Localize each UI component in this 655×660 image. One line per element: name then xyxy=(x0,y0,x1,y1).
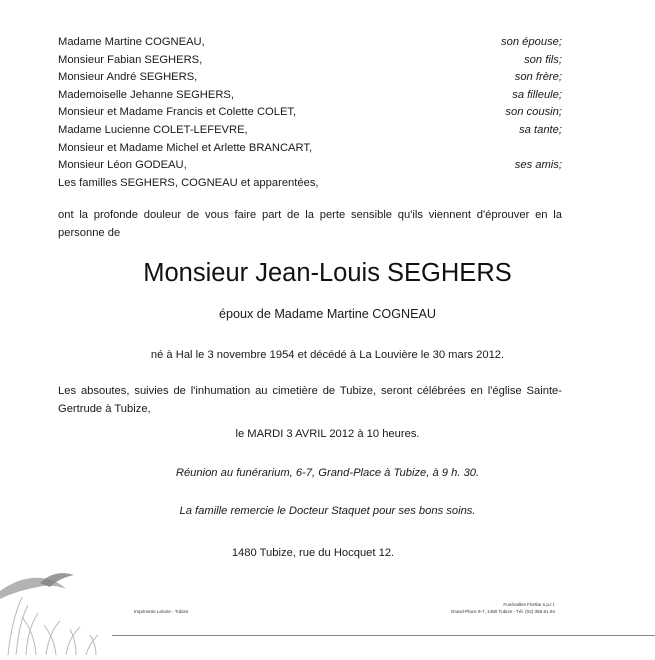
intro-text: ont la profonde douleur de vous faire part de la perte sensible qu'ils viennent d'éprouver en la personne de xyxy=(58,209,562,239)
spouse-line: époux de Madame Martine COGNEAU xyxy=(219,307,436,321)
family-row xyxy=(58,34,562,52)
thanks-text: La famille remercie le Docteur Staquet pour ses bons soins. xyxy=(179,505,476,517)
funeral-home-address: Grand-Place 6-7, 1480 Tubize - Tél. (02) 355.51.94 xyxy=(450,609,555,614)
family-member-name: Madame Lucienne COLET-LEFEVRE, xyxy=(58,123,248,136)
ceremony-text: Les absoutes, suivies de l'inhumation au cimetière de Tubize, seront célébrées en l'église Sainte-Gertrude à Tubize, xyxy=(58,385,562,415)
family-relation: son frère; xyxy=(514,71,562,84)
family-list xyxy=(58,34,562,192)
family-relation: sa filleule; xyxy=(512,88,562,101)
bottom-divider xyxy=(112,635,655,636)
family-row xyxy=(58,87,562,105)
family-relation: ses amis; xyxy=(514,159,562,172)
family-row xyxy=(58,175,562,193)
family-member-name: Monsieur et Madame Francis et Colette COLET, xyxy=(58,106,297,119)
family-row xyxy=(58,157,562,175)
family-member-name: Mademoiselle Jehanne SEGHERS, xyxy=(58,88,234,101)
family-relation: sa tante; xyxy=(519,123,562,136)
family-member-name: Monsieur Léon GODEAU, xyxy=(58,159,187,172)
family-row xyxy=(58,52,562,70)
funeral-home-credit xyxy=(451,601,555,615)
family-row xyxy=(58,69,562,87)
family-row xyxy=(58,140,562,158)
family-row xyxy=(58,122,562,140)
family-member-name: Monsieur et Madame Michel et Arlette BRANCART, xyxy=(58,141,313,154)
family-relation: son fils; xyxy=(524,53,562,66)
family-address: 1480 Tubize, rue du Hocquet 12. xyxy=(231,547,395,559)
family-member-name: Madame Martine COGNEAU, xyxy=(58,36,205,48)
ceremony-date-time: le MARDI 3 AVRIL 2012 à 10 heures. xyxy=(235,428,420,440)
birth-death-line: né à Hal le 3 novembre 1954 et décédé à La Louvière le 30 mars 2012. xyxy=(150,349,505,361)
funeral-home-name: Funérailles Flortbe s.p.r.l. xyxy=(503,602,555,607)
bird-grass-illustration xyxy=(0,555,150,655)
family-row xyxy=(58,104,562,122)
funerarium-text: Réunion au funérarium, 6-7, Grand-Place à Tubize, à 9 h. 30. xyxy=(175,467,480,479)
family-member-name: Les familles SEGHERS, COGNEAU et apparentées, xyxy=(58,176,319,189)
family-relation: son cousin; xyxy=(505,106,562,119)
family-member-name: Monsieur André SEGHERS, xyxy=(58,71,198,84)
family-relation: son épouse; xyxy=(501,36,562,48)
deceased-name: Monsieur Jean-Louis SEGHERS xyxy=(143,259,512,287)
family-member-name: Monsieur Fabian SEGHERS, xyxy=(58,53,203,66)
printer-credit: Imprimerie Leloire - Tubize xyxy=(134,609,189,614)
